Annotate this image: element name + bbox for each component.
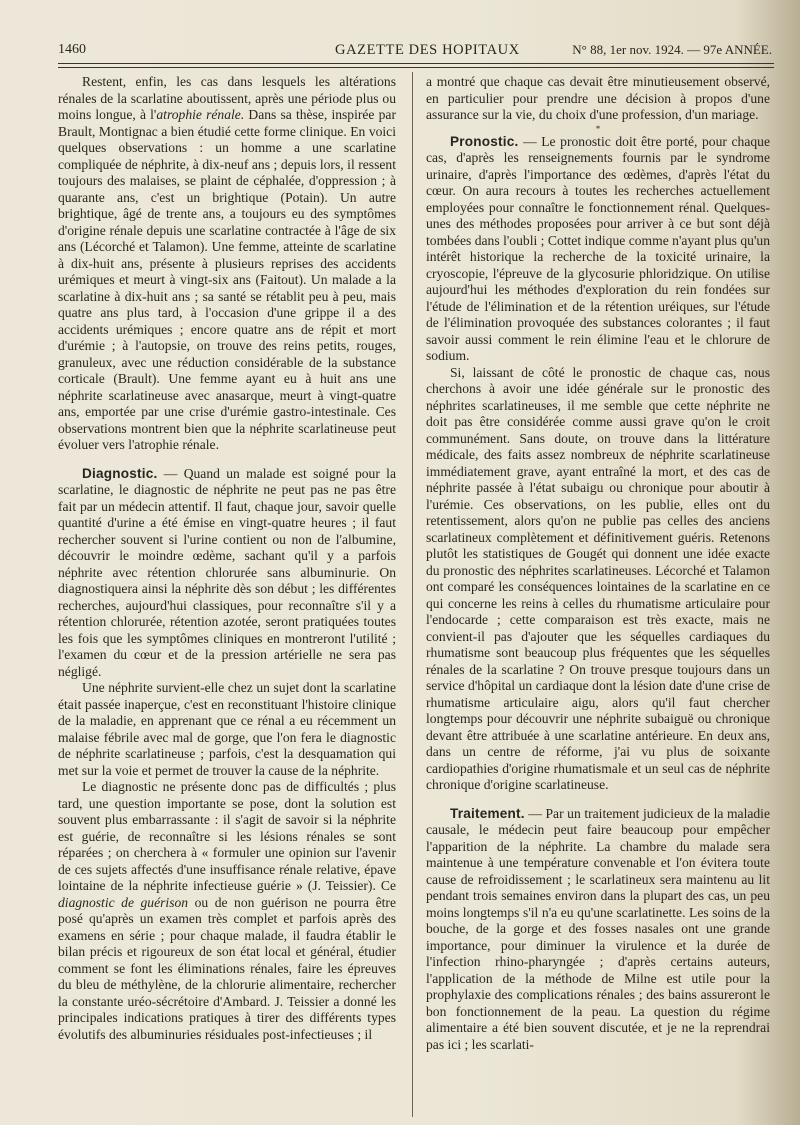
issue-info: N° 88, 1er nov. 1924. — 97e ANNÉE. [572,42,772,57]
paragraph-continuation: a montré que chaque cas devait être minutieusement observé, en particulier pour prendre une décision à propos d'une assurance sur la vie, du choix d'une profession, d'un mariage. [426,74,770,122]
text-run: — Par un traitement judicieux de la maladie causale, le médecin peut faire beaucoup pour empêcher l'apparition de la néphrite. La chambre du malade sera maintenue à une température convenable et l'on évitera toute cause de refroidissement ; le scarlatineux sera maintenu au lit pendant trois semaines environ dans la plupart des cas, un peu moins longtemps s'il n'a eu qu'une scarlatinette. Les soins de la bouche, de la gorge et des fosses nasales ont une grande importance, pour diminuer la virulence et la durée de l'infection rhino-pharyngée ; d'après certains auteurs, l'application de la méthode de Milne est utile pour la prophylaxie des complications rénales ; des bains assureront le bon fonctionnement de la peau. La question du régime alimentaire a été bien souvent discutée, et je ne la reprendrai pas ici ; les scarlati- [426,805,770,1052]
paragraph-pronostic [426,134,770,365]
header-rule [58,63,774,64]
text-run: Le diagnostic ne présente donc pas de difficultés ; plus tard, une question importante se pose, dont la solution est souvent plus embarrassante : il s'agit de savoir si la néphrite est guérie, de reconnaître si les lésions rénales se sont réparées ; on cherchera à « formuler une opinion sur l'avenir de ces sujets affectés d'une insuffisance rénale relative, épave lointaine de la néphrite infectieuse guérie » (J. Teissier). Ce [58,779,396,893]
paragraph-diagnostic [58,466,396,681]
journal-title: GAZETTE DES HOPITAUX [335,42,520,58]
paragraph-diagnostic-2: Une néphrite survient-elle chez un sujet dont la scarlatine était passée inaperçue, c'est en reconstituant l'histoire clinique de la maladie, en apprenant que ce rénal a eu récemment un malaise fébrile avec mal de gorge, que l'on fera le diagnostic de néphrite scarlatineuse ; parfois, c'est la desquamation qui met sur la voie et permet de trouver la cause de la néphrite. [58,680,396,778]
right-column [426,74,770,1053]
text-run: — Quand un malade est soigné pour la scarlatine, le diagnostic de néphrite ne peut pas ne pas être fait par un médecin attentif. Il faut, chaque jour, savoir quelle quantité d'urine a été émise en vingt-quatre heures ; il faut rechercher souvent si l'urine contient ou non de l'albumine, découvrir le moindre œdème, sachant qu'il y a parfois néphrite avec rétention chlorurée sans albuminurie. On diagnostiquera ainsi la néphrite dès son début ; les différentes recherches, aujourd'hui classiques, pour reconnaître s'il y a rétention chlorurée, rétention azotée, seront pratiquées toutes les fois que les symptômes cliniques en montreront l'utilité ; l'examen du cœur et de la pression artérielle ne sera pas négligé. [58,465,396,679]
text-run: Dans sa thèse, inspirée par Brault, Montignac a bien étudié cette forme clinique. En voici quelques observations : un homme a une scarlatine compliquée de néphrite, à dix-neuf ans ; depuis lors, il ressent toujours des malaises, se plaint de céphalée, d'oppression ; à quarante ans, c'est un brightique (Potain). Un autre brightique, âgé de trente ans, a toujours eu des symptômes d'origine rénale depuis une scarlatine contractée à l'âge de six ans (Lécorché et Talamon). Une femme, atteinte de scarlatine à dix-huit ans, présente à plusieurs reprises des accidents urémiques et meurt à vingt-six ans (Faitout). Un malade a la scarlatine à dix-huit ans ; sa santé se rétablit peu à peu, mais quatre ans plus tard, à l'occasion d'une grippe il a des accidents urémiques ; encore quatre ans de répit et mort d'urémie ; à l'autopsie, on trouve des reins petits, rouges, granuleux, avec une réduction considérable de la substance corticale (Brault). Une femme ayant eu à huit ans une néphrite scarlatineuse avec anasarque, meurt à vingt-quatre ans, emportée par une crise d'urémie gastro-intestinale. Ces observations montrent bien que la néphrite scarlatineuse peut évoluer vers l'atrophie rénale. [58,107,396,452]
paragraph-pronostic-2: Si, laissant de côté le pronostic de chaque cas, nous cherchons à avoir une idée générale sur le pronostic des néphrites scarlatineuses, il me semble que cette néphrite ne doit pas être considérée comme aussi grave qu'on le croit communément. Sans doute, on trouve dans la littérature médicale, des faits assez nombreux de néphrite scarlatineuse immédiatement grave, ayant entraîné la mort, et des cas de néphrite passée à l'état subaigu ou chronique pour aboutir à l'urémie. Ces observations, on les publie, elles ont du retentissement, alors qu'on ne publie pas celles des anciens scarlatineux complètement et définitivement guéris. Retenons plutôt les statistiques de Gougét qui donnent une idée exacte du pronostic des néphrites scarlatineuses. Lécorché et Talamon ont comparé les conséquences lointaines de la scarlatine en ce qui concerne les reins à celles du rhumatisme articulaire pour l'endocarde ; cette comparaison est très exacte, mais ne convient-il pas d'ajouter que les séquelles cardiaques du rhumatisme sont beaucoup plus fréquentes que les séquelles rénales de la scarlatine ? On trouve presque toujours dans un service d'hôpital un cardiaque dont la lésion date d'une crise de rhumatisme articulaire aigu, alors qu'il faut chercher longtemps pour découvrir une néphrite subaiguë ou chronique devant être attribuée à une scarlatine antérieure. En deux ans, dans un centre de réforme, j'ai vu plus de soixante cardiopathies d'origine rhumatismale et un seul cas de néphrite chronique d'origine scarlatineuse. [426,364,770,792]
text-run: — Le pronostic doit être porté, pour chaque cas, d'après les renseignements fournis par le syndrome urinaire, d'après l'importance des œdèmes, d'après l'état du cœur. On aura recours à toutes les recherches actuellement employées pour connaître le fonctionnement rénal. Quelques-unes des méthodes proposées pour arriver à ce but sont déjà tombées dans l'oubli ; Cottet indique comme n'ayant plus qu'un intérêt historique la recherche de la toxicité urinaire, la cryoscopie, l'épreuve de la glycosurie phloridzique. On utilise aujourd'hui les méthodes d'exploration du rein fondées sur l'étude de l'élimination et de la rétention uréiques, sur l'étude de l'élimination provoquée des substances colorantes ; il faut savoir aussi comment le rein élimine l'eau et le chlorure de sodium. [426,133,770,363]
text-run: Restent, enfin, les cas dans lesquels les altérations rénales de la scarlatine aboutissent, après une période plus ou moins longue, à l' [58,74,396,122]
section-heading-traitement: Traitement. [450,805,525,821]
paragraph-diagnostic-3 [58,779,396,1043]
page-header [58,40,772,64]
section-heading-diagnostic: Diagnostic. [82,465,158,481]
text-run: ou de non guérison ne pourra être posé qu'après un examen très complet et parfois après des examens en série ; pour chaque malade, il faudra établir le bilan précis et rigoureux de son état local et général, étudier comment se font les éliminations rénales, faire les épreuves du bleu de méthylène, de la chlorurie alimentaire, rechercher la constante uréo-sécrétoire d'Ambard. J. Teissier a donné les principales indications pratiques à tirer des différents types évolutifs des albuminuries résiduales post-infectieuses ; il [58,894,396,1042]
section-separator-star: * [595,123,601,134]
left-column [58,74,396,1043]
page-number: 1460 [58,42,86,57]
paragraph-traitement [426,806,770,1054]
column-divider [412,72,413,1117]
section-heading-pronostic: Pronostic. [450,133,519,149]
paragraph-atrophie [58,74,396,454]
header-rule-thin [58,67,774,68]
italic-term: diagnostic de guérison [58,894,189,910]
italic-term: atrophie rénale. [156,107,245,122]
